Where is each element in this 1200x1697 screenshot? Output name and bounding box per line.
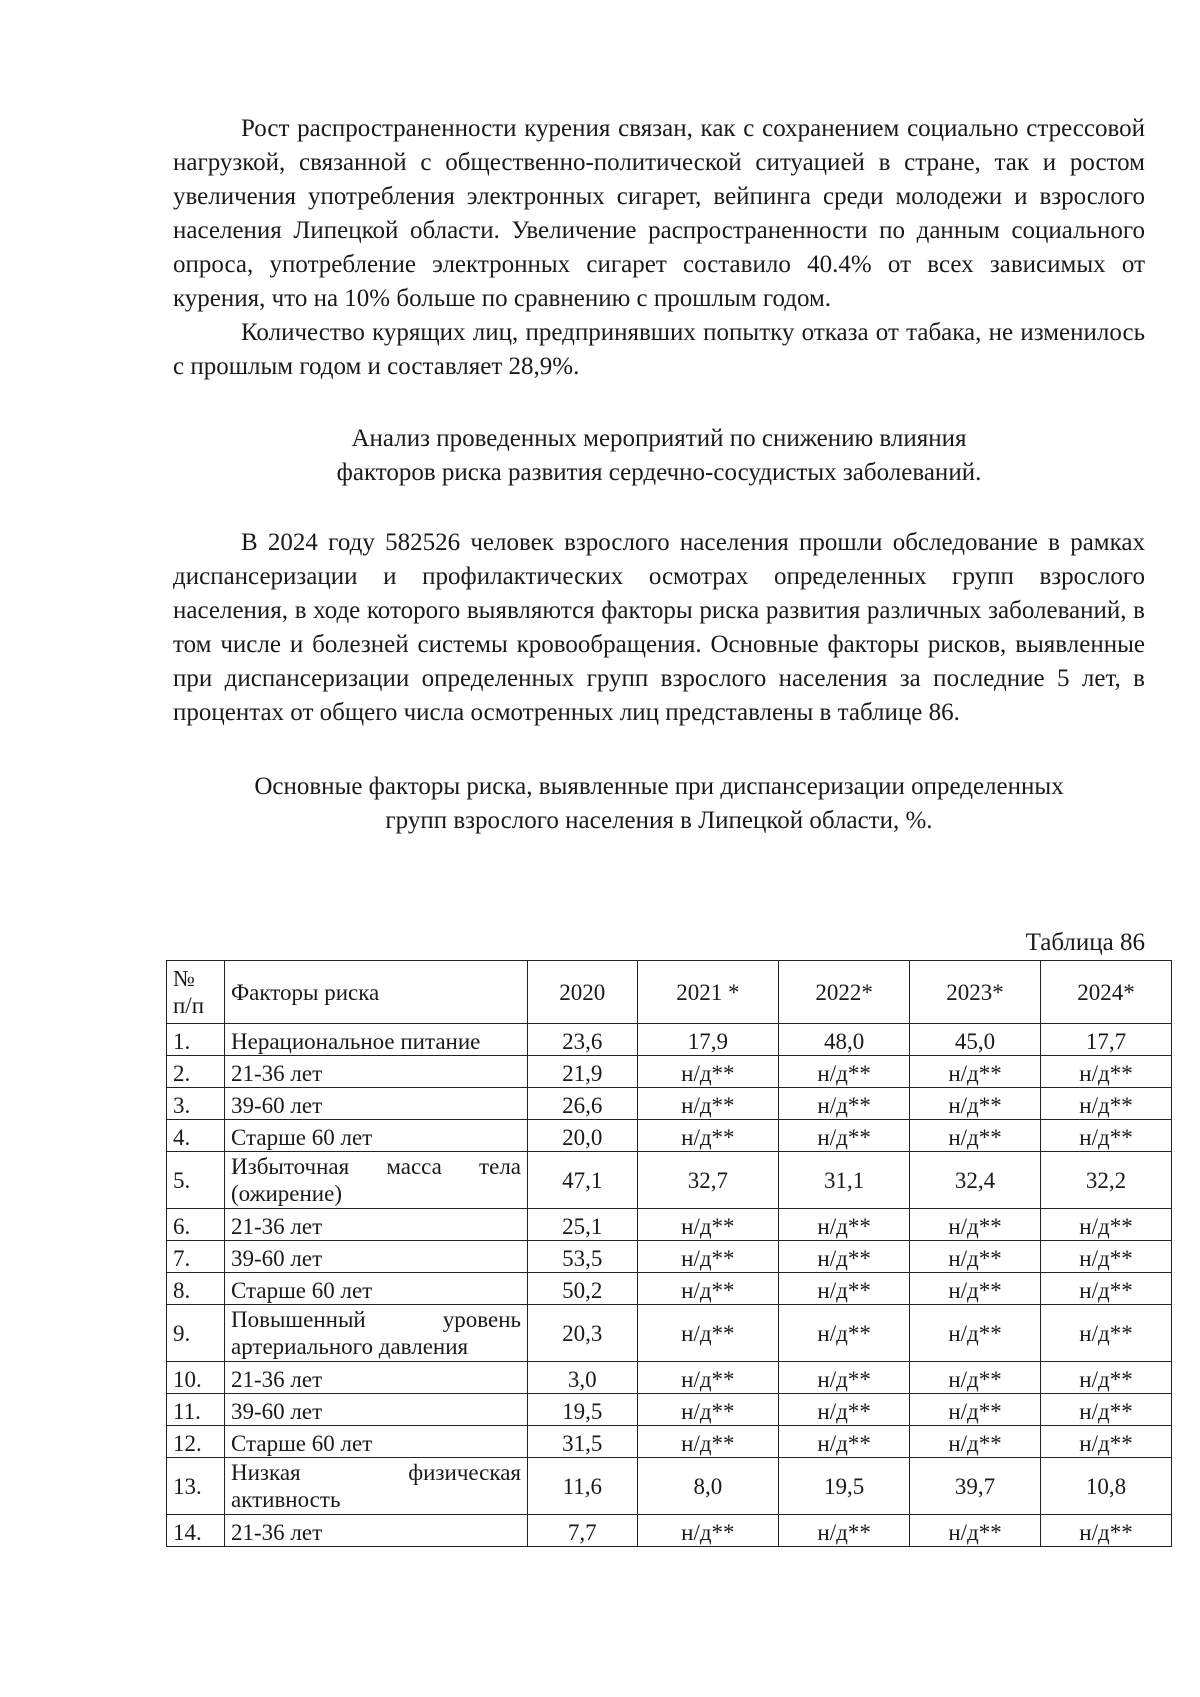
row-value: н/д** — [1041, 1088, 1172, 1120]
row-value: 19,5 — [528, 1394, 638, 1426]
row-value: 19,5 — [779, 1458, 910, 1515]
paragraph-quit-attempts: Количество курящих лиц, предпринявших попытку отказа от табака, не изменилось с прошлым годом и составляет 28,9%. — [173, 319, 1145, 380]
row-number: 5. — [167, 1152, 225, 1209]
row-value: н/д** — [1041, 1241, 1172, 1273]
row-number: 3. — [167, 1088, 225, 1120]
row-number: 12. — [167, 1426, 225, 1458]
row-factor: 39-60 лет — [225, 1241, 528, 1273]
table-row — [167, 1362, 1172, 1394]
table-row — [167, 1152, 1172, 1209]
row-value: н/д** — [637, 1209, 779, 1241]
row-factor-line-1: Повышенный уровень — [231, 1307, 521, 1332]
row-value: 45,0 — [910, 1024, 1041, 1056]
row-number: 13. — [167, 1458, 225, 1515]
row-value: н/д** — [1041, 1394, 1172, 1426]
row-value: 39,7 — [910, 1458, 1041, 1515]
row-value: 25,1 — [528, 1209, 638, 1241]
table-body — [167, 1024, 1172, 1547]
table-row — [167, 1056, 1172, 1088]
row-value: н/д** — [779, 1273, 910, 1305]
row-value: 20,0 — [528, 1120, 638, 1152]
row-value: н/д** — [637, 1088, 779, 1120]
header-factor: Факторы риска — [225, 961, 528, 1024]
row-value: 17,7 — [1041, 1024, 1172, 1056]
row-value: 11,6 — [528, 1458, 638, 1515]
row-value: н/д** — [779, 1362, 910, 1394]
row-factor: Нерациональное питание — [225, 1024, 528, 1056]
header-year-2021: 2021 * — [637, 961, 779, 1024]
row-number: 11. — [167, 1394, 225, 1426]
row-value: 3,0 — [528, 1362, 638, 1394]
table-row — [167, 1209, 1172, 1241]
table-caption: Таблица 86 — [1025, 929, 1145, 956]
row-value: н/д** — [910, 1088, 1041, 1120]
table-row — [167, 1120, 1172, 1152]
header-year-2022: 2022* — [779, 961, 910, 1024]
row-value: 47,1 — [528, 1152, 638, 1209]
table-row — [167, 1241, 1172, 1273]
header-number-symbol: № — [173, 966, 195, 991]
row-value: н/д** — [910, 1515, 1041, 1547]
table-row — [167, 1394, 1172, 1426]
row-number: 8. — [167, 1273, 225, 1305]
row-value: 53,5 — [528, 1241, 638, 1273]
row-value: н/д** — [637, 1305, 779, 1362]
table-row — [167, 1273, 1172, 1305]
table-row — [167, 1305, 1172, 1362]
row-factor: Старше 60 лет — [225, 1120, 528, 1152]
row-number: 9. — [167, 1305, 225, 1362]
table-title — [173, 770, 1145, 838]
row-value: н/д** — [910, 1056, 1041, 1088]
row-factor-line-2: артериального давления — [231, 1334, 469, 1359]
row-value: н/д** — [910, 1209, 1041, 1241]
row-value: н/д** — [910, 1426, 1041, 1458]
row-factor-line-1: Низкая физическая — [231, 1460, 521, 1485]
row-value: н/д** — [779, 1305, 910, 1362]
table-row — [167, 1515, 1172, 1547]
row-value: 26,6 — [528, 1088, 638, 1120]
row-number: 2. — [167, 1056, 225, 1088]
row-value: н/д** — [637, 1362, 779, 1394]
row-factor-line-1: Избыточная масса тела — [231, 1154, 521, 1179]
row-value: н/д** — [1041, 1209, 1172, 1241]
row-value: н/д** — [779, 1394, 910, 1426]
row-value: н/д** — [1041, 1426, 1172, 1458]
row-value: н/д** — [910, 1120, 1041, 1152]
row-value: н/д** — [1041, 1273, 1172, 1305]
row-value: н/д** — [637, 1241, 779, 1273]
row-factor: Старше 60 лет — [225, 1426, 528, 1458]
row-value: н/д** — [637, 1394, 779, 1426]
row-factor: Старше 60 лет — [225, 1273, 528, 1305]
header-number-label: п/п — [173, 993, 205, 1018]
header-year-2023: 2023* — [910, 961, 1041, 1024]
table-title-line-2: групп взрослого населения в Липецкой области, %. — [385, 807, 933, 834]
row-value: 17,9 — [637, 1024, 779, 1056]
risk-factors-table — [166, 960, 1172, 1547]
header-year-2024: 2024* — [1041, 961, 1172, 1024]
row-value: 23,6 — [528, 1024, 638, 1056]
row-value: 20,3 — [528, 1305, 638, 1362]
row-number: 6. — [167, 1209, 225, 1241]
row-value: 48,0 — [779, 1024, 910, 1056]
section-title-line-1: Анализ проведенных мероприятий по снижению влияния — [351, 425, 967, 452]
row-value: 7,7 — [528, 1515, 638, 1547]
row-value: н/д** — [779, 1120, 910, 1152]
row-factor: 21-36 лет — [225, 1515, 528, 1547]
row-value: н/д** — [637, 1120, 779, 1152]
row-value: н/д** — [910, 1394, 1041, 1426]
row-value: н/д** — [1041, 1362, 1172, 1394]
row-value: 32,2 — [1041, 1152, 1172, 1209]
row-factor: 39-60 лет — [225, 1088, 528, 1120]
row-value: н/д** — [779, 1056, 910, 1088]
row-value: н/д** — [779, 1515, 910, 1547]
row-value: н/д** — [637, 1426, 779, 1458]
row-value: н/д** — [910, 1362, 1041, 1394]
row-value: н/д** — [637, 1056, 779, 1088]
row-factor-line-2: активность — [231, 1487, 341, 1512]
table-title-line-1: Основные факторы риска, выявленные при диспансеризации определенных — [254, 773, 1064, 800]
row-factor — [225, 1305, 528, 1362]
row-value: н/д** — [779, 1088, 910, 1120]
paragraph-screening: В 2024 году 582526 человек взрослого населения прошли обследование в рамках диспансеризации и профилактических осмотрах определенных групп взрослого населения, в ходе которого выявляются факторы риска развития различных заболеваний, в том числе и болезней системы кровообращения. Основные факторы рисков, выявленные при диспансеризации определенных групп взрослого населения за последние 5 лет, в процентах от общего числа осмотренных лиц представлены в таблице 86. — [173, 529, 1145, 726]
row-value: 32,4 — [910, 1152, 1041, 1209]
header-number — [167, 961, 225, 1024]
document-page — [173, 112, 1145, 1545]
row-value: н/д** — [910, 1305, 1041, 1362]
row-value: 50,2 — [528, 1273, 638, 1305]
table-row — [167, 1458, 1172, 1515]
row-value: н/д** — [910, 1273, 1041, 1305]
row-value: 21,9 — [528, 1056, 638, 1088]
row-factor: 21-36 лет — [225, 1056, 528, 1088]
row-value: н/д** — [779, 1426, 910, 1458]
table-row — [167, 1024, 1172, 1056]
row-factor — [225, 1152, 528, 1209]
table-row — [167, 1088, 1172, 1120]
table-row — [167, 1426, 1172, 1458]
row-factor: 21-36 лет — [225, 1362, 528, 1394]
header-year-2020: 2020 — [528, 961, 638, 1024]
row-value: н/д** — [1041, 1305, 1172, 1362]
row-value: н/д** — [779, 1241, 910, 1273]
paragraph-smoking-growth: Рост распространенности курения связан, как с сохранением социально стрессовой нагрузкой, связанной с общественно-политической ситуацией в стране, так и ростом увеличения употребления электронных сигарет, вейпинга среди молодежи и взрослого населения Липецкой области. Увеличение распространенности по данным социального опроса, употребление электронных сигарет составило 40.4% от всех зависимых от курения, что на 10% больше по сравнению с прошлым годом. — [173, 115, 1145, 312]
row-value: 10,8 — [1041, 1458, 1172, 1515]
row-value: н/д** — [910, 1241, 1041, 1273]
row-value: н/д** — [637, 1273, 779, 1305]
section-title — [173, 422, 1145, 490]
section-title-line-2: факторов риска развития сердечно-сосудистых заболеваний. — [336, 459, 982, 486]
row-factor-line-2: (ожирение) — [231, 1181, 342, 1206]
row-value: 31,1 — [779, 1152, 910, 1209]
row-value: н/д** — [637, 1515, 779, 1547]
row-factor: 39-60 лет — [225, 1394, 528, 1426]
row-value: н/д** — [779, 1209, 910, 1241]
row-factor: 21-36 лет — [225, 1209, 528, 1241]
row-number: 10. — [167, 1362, 225, 1394]
row-value: 31,5 — [528, 1426, 638, 1458]
row-number: 14. — [167, 1515, 225, 1547]
row-number: 1. — [167, 1024, 225, 1056]
row-factor — [225, 1458, 528, 1515]
row-value: н/д** — [1041, 1056, 1172, 1088]
row-value: 8,0 — [637, 1458, 779, 1515]
row-value: н/д** — [1041, 1120, 1172, 1152]
row-number: 7. — [167, 1241, 225, 1273]
table-header-row — [167, 961, 1172, 1024]
row-number: 4. — [167, 1120, 225, 1152]
row-value: н/д** — [1041, 1515, 1172, 1547]
row-value: 32,7 — [637, 1152, 779, 1209]
